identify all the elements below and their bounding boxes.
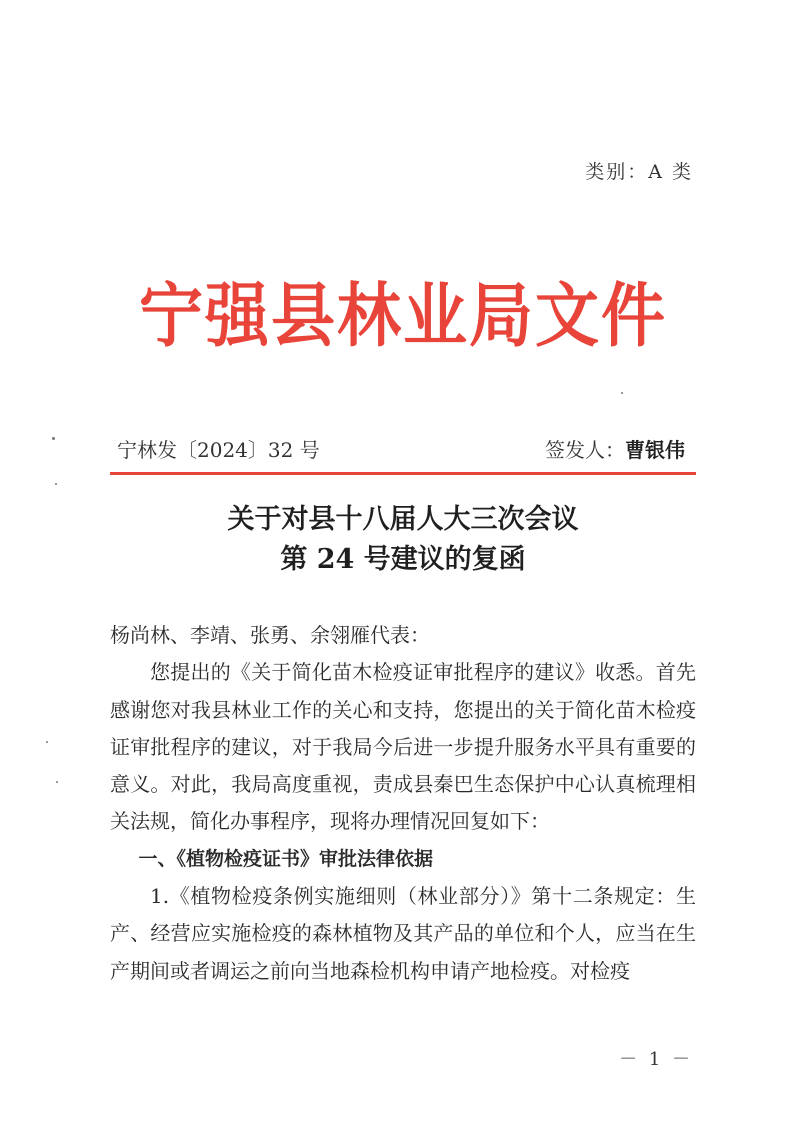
scan-speck xyxy=(55,483,57,485)
document-title xyxy=(110,500,696,580)
header-divider xyxy=(110,472,696,475)
title-line-1: 关于对县十八届人大三次会议 xyxy=(227,504,579,535)
document-number: 宁林发〔2024〕32 号 xyxy=(117,438,320,462)
page-number: － 1 － xyxy=(619,1049,693,1070)
scan-speck xyxy=(46,741,48,743)
title-line-2: 第 24 号建议的复函 xyxy=(280,544,526,575)
clause-paragraph: 1.《植物检疫条例实施细则（林业部分）》第十二条规定：生产、经营应实施检疫的森林植物及其产品的单位和个人，应当在生产期间或者调运之前向当地森检机构申请产地检疫。对检疫 xyxy=(110,884,696,983)
body-paragraph: 您提出的《关于简化苗木检疫证审批程序的建议》收悉。首先感谢您对我县林业工作的关心和支持，您提出的关于简化苗木检疫证审批程序的建议，对于我局今后进一步提升服务水平具有重要的意义。对此，我局高度重视，责成县秦巴生态保护中心认真梳理相关法规，简化办事程序，现将办理情况回复如下： xyxy=(110,660,696,834)
document-header-title: 宁强县林业局文件 xyxy=(139,277,667,357)
scan-speck xyxy=(56,781,58,783)
scan-speck xyxy=(52,437,55,440)
issuer-name: 曹银伟 xyxy=(625,438,685,462)
document-body xyxy=(110,617,696,990)
category-label: 类别：A 类 xyxy=(585,161,693,183)
issuer xyxy=(545,434,685,463)
issuer-label: 签发人： xyxy=(545,438,625,462)
salutation: 杨尚林、李靖、张勇、余翎雁代表： xyxy=(110,623,430,647)
scan-speck xyxy=(621,392,623,394)
section-heading: 一、《植物检疫证书》审批法律依据 xyxy=(138,847,434,870)
